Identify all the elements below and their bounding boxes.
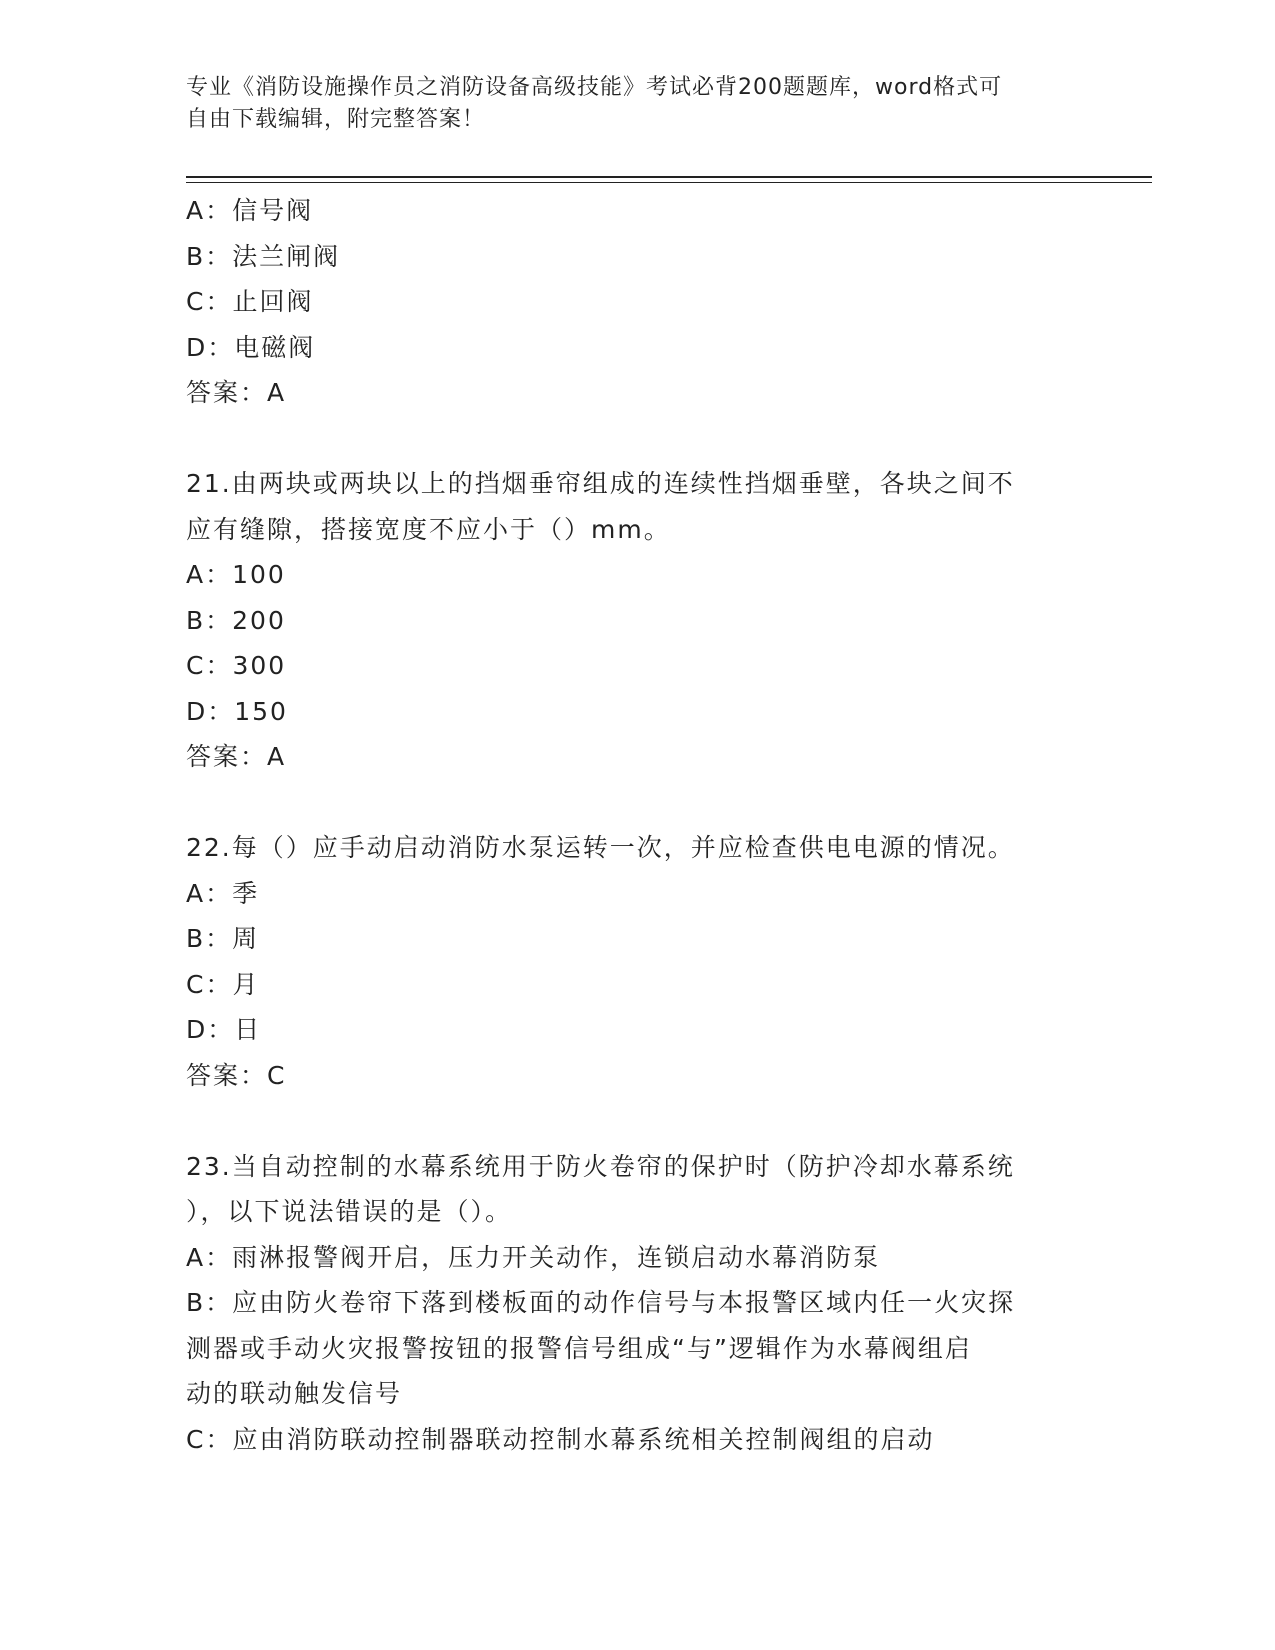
option-a: A：季 (186, 878, 260, 908)
option-a: A：雨淋报警阀开启，压力开关动作，连锁启动水幕消防泵 (186, 1242, 881, 1272)
option-c: C：应由消防联动控制器联动控制水幕系统相关控制阀组的启动 (186, 1424, 935, 1454)
option-c: C：止回阀 (186, 287, 314, 316)
document-header (186, 72, 1066, 136)
option-b-continued: 测器或手动火灾报警按钮的报警信号组成“与”逻辑作为水幕阀组启 (186, 1333, 972, 1363)
option-c: C：月 (186, 969, 260, 999)
question-block-22 (186, 825, 1086, 1098)
option-d: D：150 (186, 696, 288, 726)
question-content (186, 188, 1086, 1462)
question-block-20 (186, 188, 1086, 416)
answer: 答案：A (186, 742, 287, 771)
question-text-line: 22.每（）应手动启动消防水泵运转一次，并应检查供电电源的情况。 (186, 833, 1015, 862)
question-text-line: 21.由两块或两块以上的挡烟垂帘组成的连续性挡烟垂壁，各块之间不 (186, 469, 1015, 498)
option-c: C：300 (186, 651, 287, 680)
option-d: D：电磁阀 (186, 332, 316, 362)
question-block-23 (186, 1144, 1086, 1463)
option-b: B：周 (186, 924, 260, 953)
question-block-21 (186, 461, 1086, 780)
answer: 答案：C (186, 1060, 287, 1090)
option-b-continued: 动的联动触发信号 (186, 1379, 403, 1408)
option-b: B：应由防火卷帘下落到楼板面的动作信号与本报警区域内任一火灾探 (186, 1288, 1016, 1317)
question-text-line: 23.当自动控制的水幕系统用于防火卷帘的保护时（防护冷却水幕系统 (186, 1151, 1015, 1181)
header-line-1: 专业《消防设施操作员之消防设备高级技能》考试必背200题题库，word格式可 (186, 75, 1003, 100)
option-a: A：信号阀 (186, 196, 314, 225)
header-line-2: 自由下载编辑，附完整答案！ (186, 107, 486, 132)
spacer (186, 416, 1086, 462)
option-b: B：200 (186, 605, 286, 635)
question-text-line: ），以下说法错误的是（）。 (186, 1197, 513, 1226)
option-b: B：法兰闸阀 (186, 241, 341, 271)
header-rule-thick (186, 176, 1152, 178)
header-rule-thin (186, 182, 1152, 183)
answer: 答案：A (186, 378, 287, 407)
spacer (186, 780, 1086, 826)
question-text-line: 应有缝隙，搭接宽度不应小于（）mm。 (186, 514, 671, 544)
option-a: A：100 (186, 560, 286, 589)
option-d: D：日 (186, 1015, 262, 1044)
spacer (186, 1098, 1086, 1144)
